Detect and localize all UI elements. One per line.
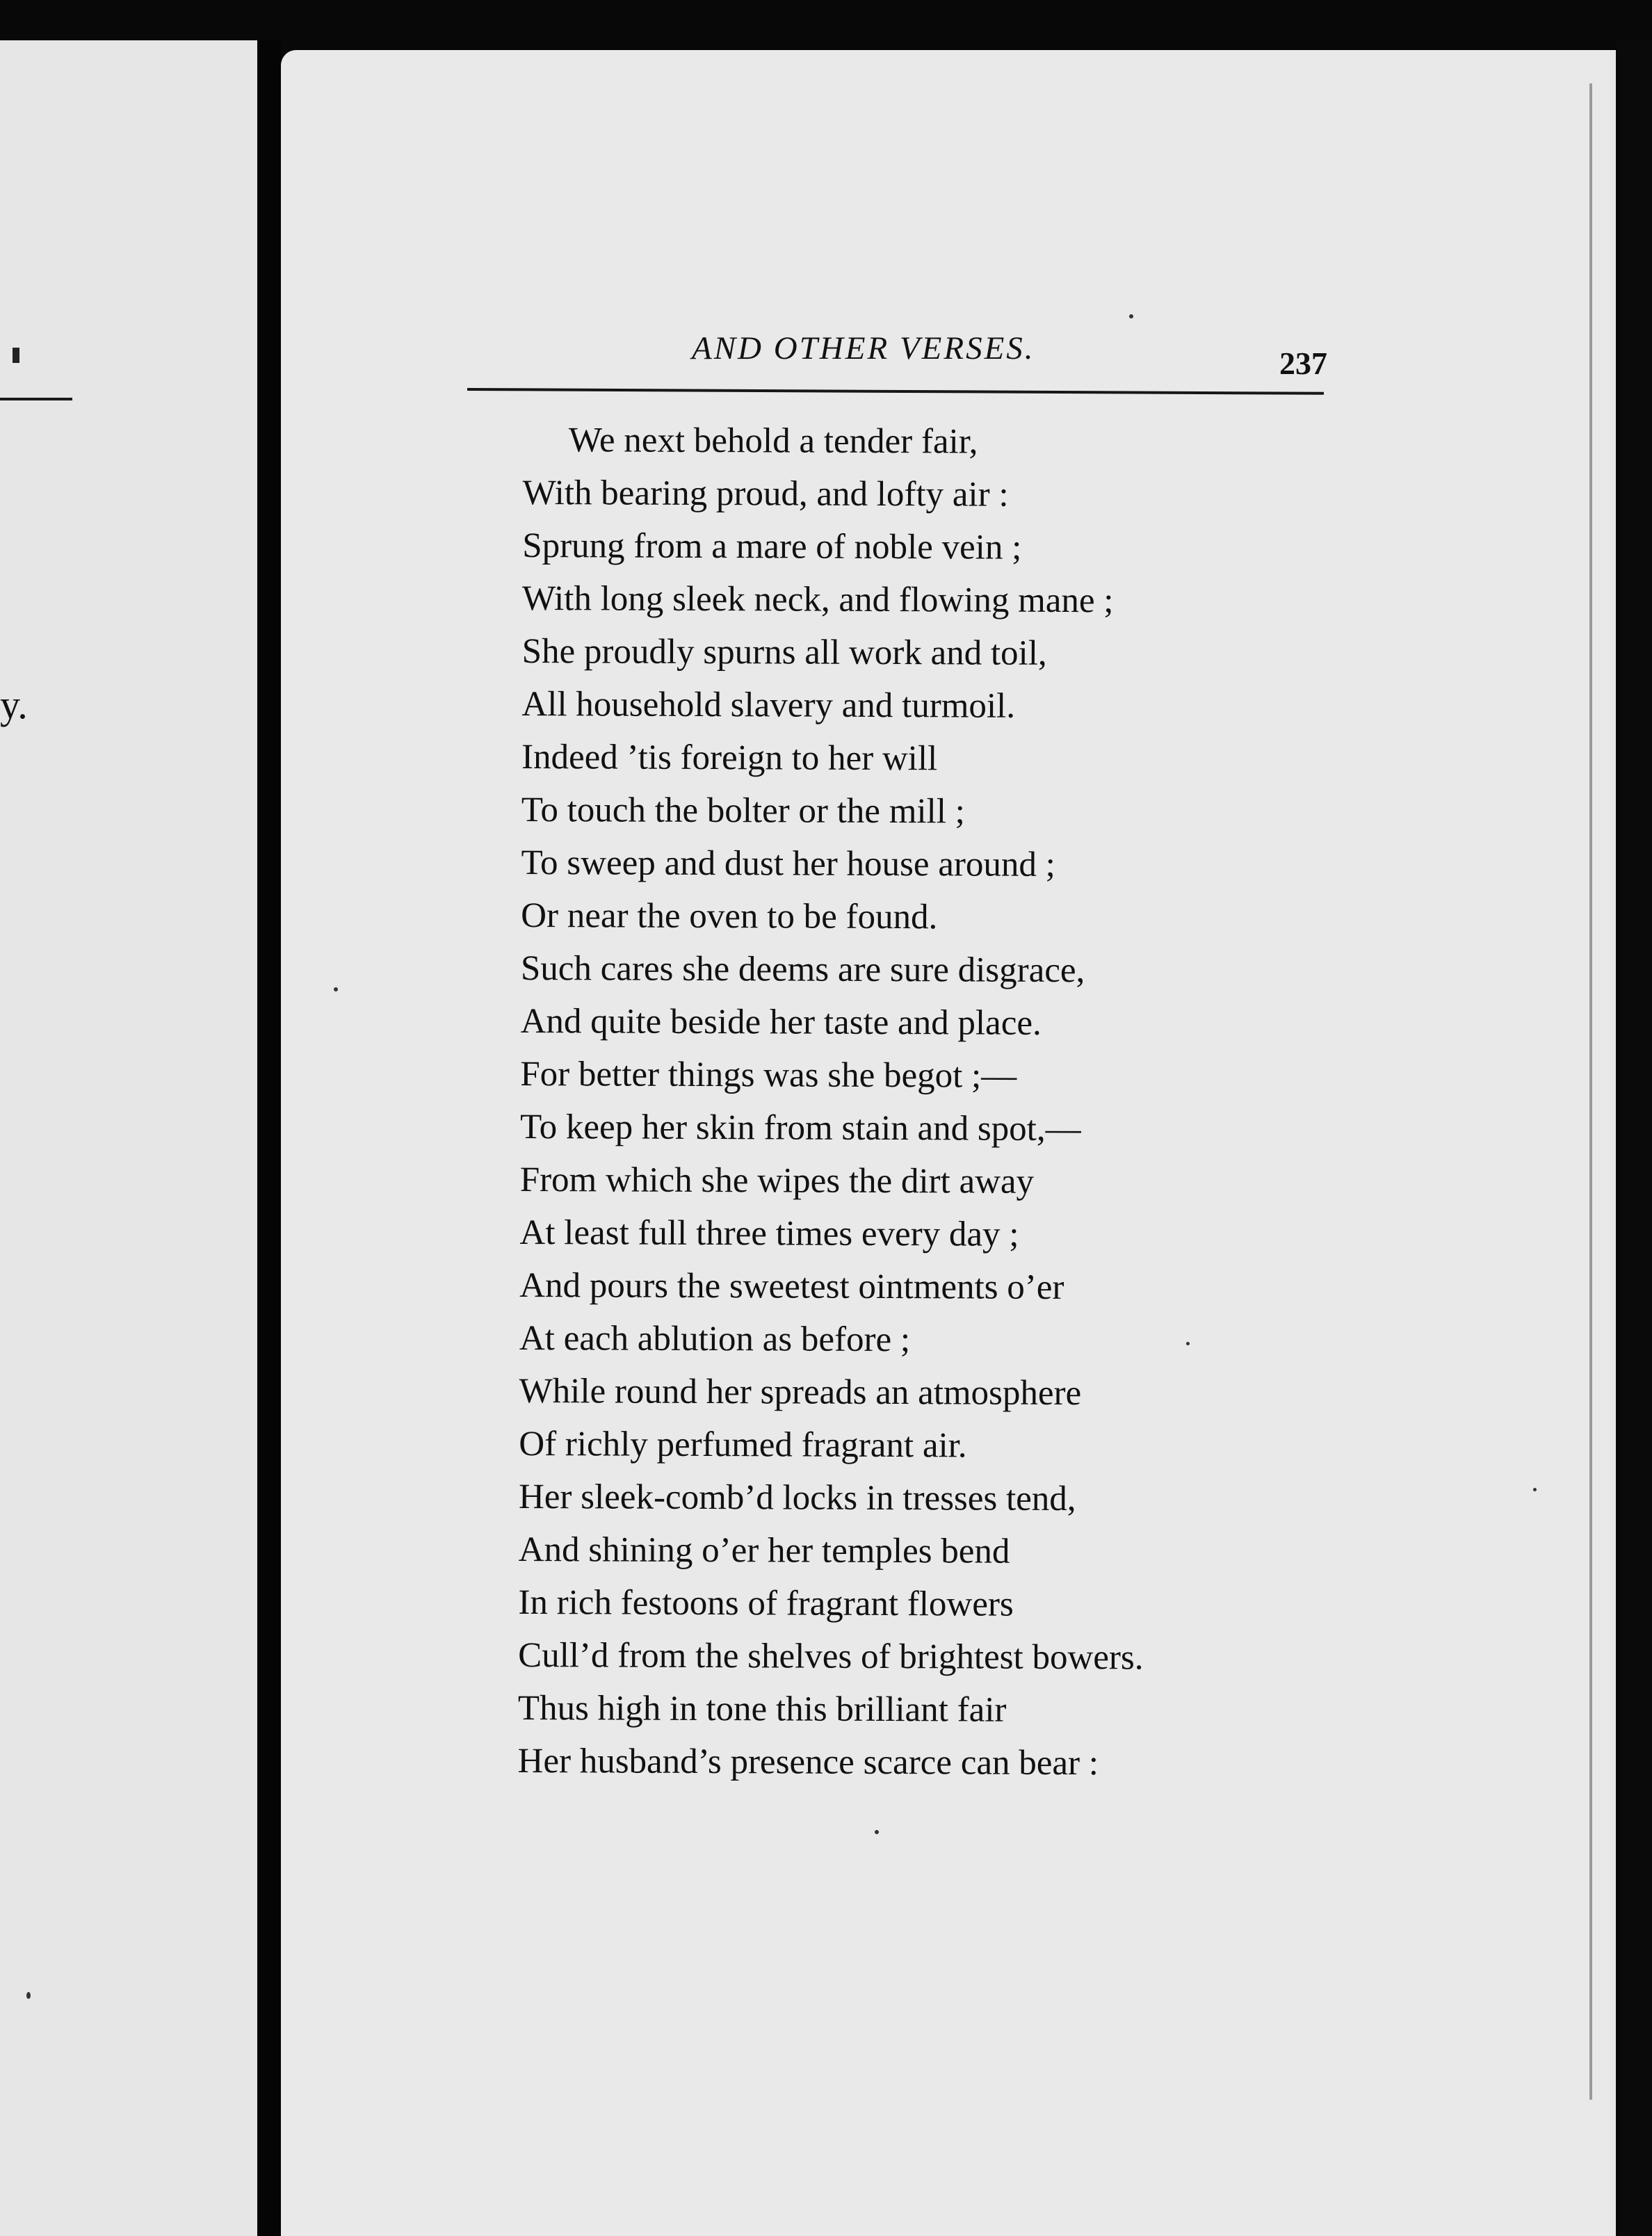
poem-line: At least full three times every day ;	[519, 1213, 1019, 1254]
poem-line: For better things was she begot ;—	[520, 1054, 1017, 1096]
poem-line: To sweep and dust her house around ;	[521, 843, 1055, 884]
scan-speck	[1533, 1488, 1537, 1491]
page-edge-line	[1589, 83, 1592, 2100]
facing-page	[0, 40, 257, 2236]
poem-line: Thus high in tone this brilliant fair	[517, 1688, 1007, 1730]
poem-line: To touch the bolter or the mill ;	[521, 790, 965, 832]
poem-line: And quite beside her taste and place.	[520, 1001, 1042, 1043]
scan-speck	[1129, 314, 1133, 318]
facing-page-text-fragment: y.	[0, 682, 28, 727]
scan-speck	[875, 1830, 879, 1834]
poem-line: Sprung from a mare of noble vein ;	[522, 526, 1022, 567]
poem-line: And pours the sweetest ointments o’er	[519, 1265, 1064, 1307]
poem-line: She proudly spurns all work and toil,	[521, 631, 1047, 673]
facing-page-mark	[13, 348, 19, 363]
poem-line: Her husband’s presence scarce can bear :	[517, 1741, 1099, 1783]
page-number: 237	[1279, 346, 1327, 381]
facing-page-rule	[0, 398, 72, 400]
poem-line: In rich festoons of fragrant flowers	[518, 1582, 1014, 1624]
poem-line: Her sleek-comb’d locks in tresses tend,	[518, 1477, 1076, 1519]
poem-line: Cull’d from the shelves of brightest bowers.	[518, 1635, 1144, 1678]
scan-speck	[26, 1992, 31, 1999]
poem	[517, 414, 1322, 1790]
poem-line: We next behold a tender fair,	[568, 421, 978, 462]
poem-line: While round her spreads an atmosphere	[519, 1371, 1082, 1413]
scan-right-border	[1616, 40, 1652, 2236]
running-title: AND OTHER VERSES.	[692, 330, 1035, 366]
poem-line: To keep her skin from stain and spot,—	[519, 1107, 1081, 1149]
book-gutter	[257, 40, 281, 2236]
poem-line: Indeed ’tis foreign to her will	[521, 737, 938, 779]
poem-line: All household slavery and turmoil.	[521, 684, 1016, 726]
scan-speck	[1186, 1342, 1190, 1345]
poem-line: Of richly perfumed fragrant air.	[519, 1424, 967, 1466]
scan-speck	[334, 987, 338, 991]
poem-line: Such cares she deems are sure disgrace,	[520, 948, 1085, 991]
poem-line: With long sleek neck, and flowing mane ;	[521, 578, 1114, 621]
poem-line: Or near the oven to be found.	[521, 896, 938, 937]
poem-line: From which she wipes the dirt away	[519, 1160, 1035, 1201]
poem-line: At each ablution as before ;	[519, 1318, 911, 1360]
poem-line: And shining o’er her temples bend	[518, 1530, 1010, 1571]
poem-line: With bearing proud, and lofty air :	[522, 473, 1009, 515]
